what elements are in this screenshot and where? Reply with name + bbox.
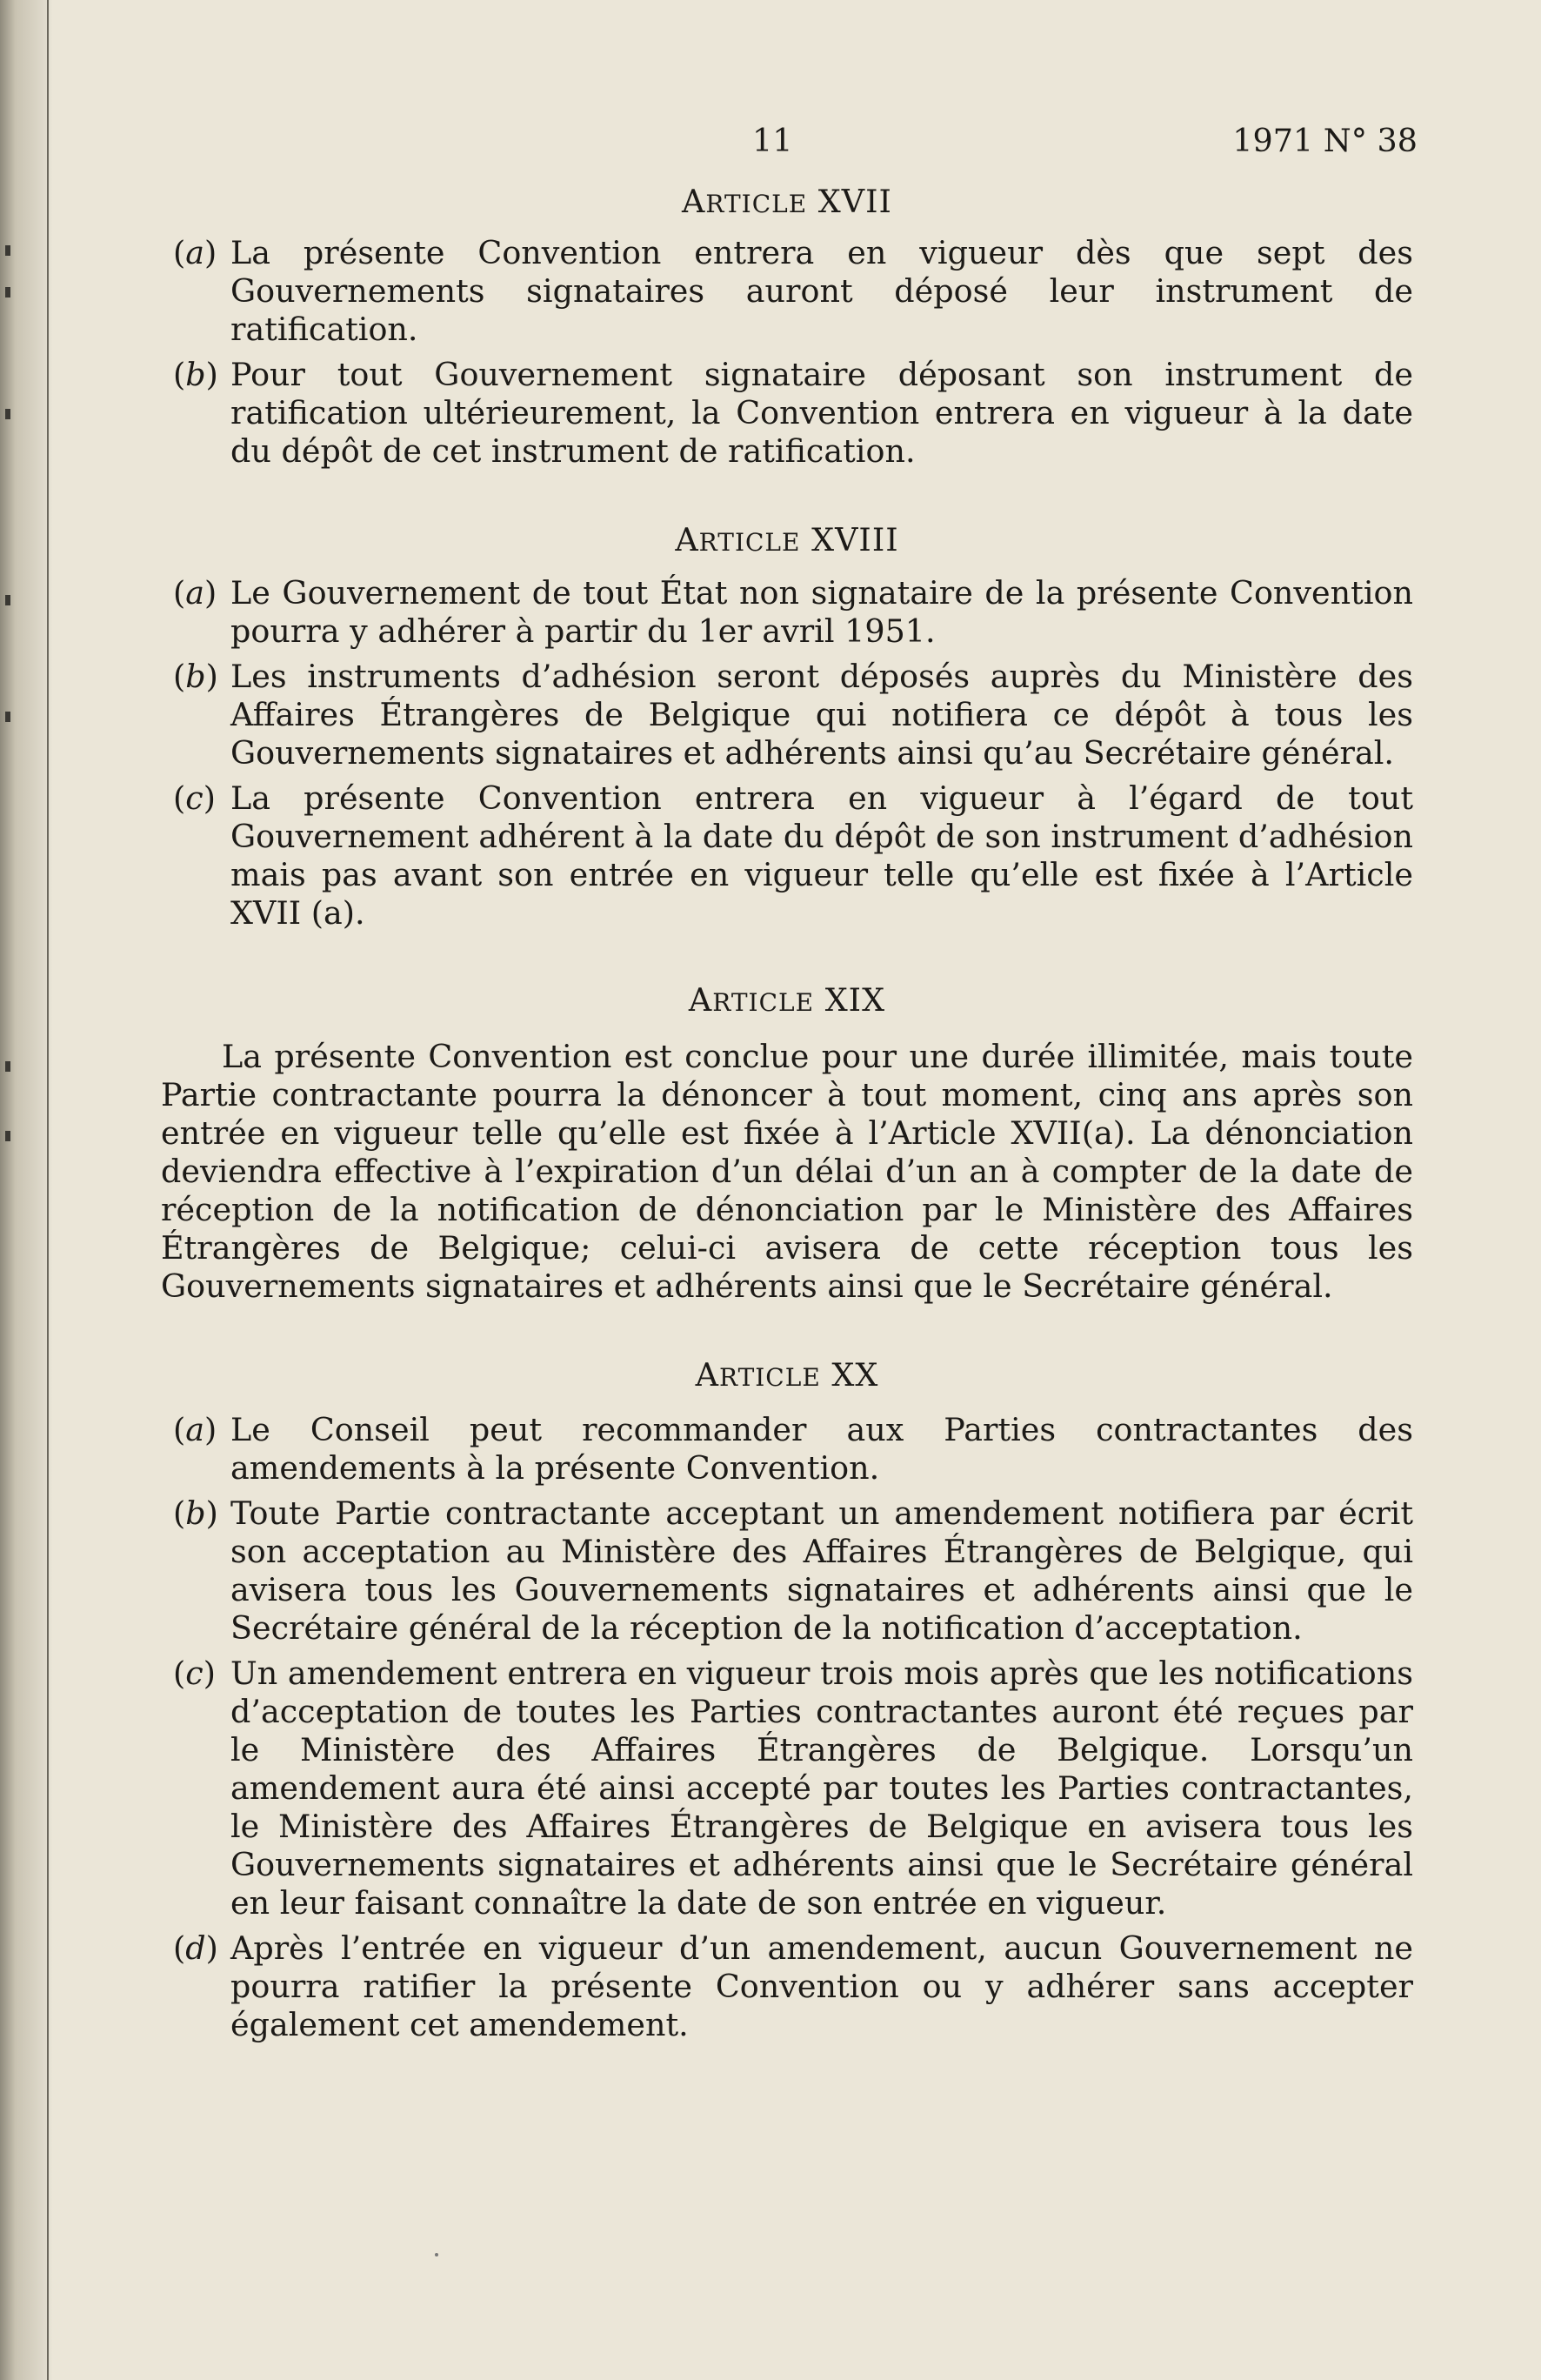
list-item: (b) Les instruments d’adhésion seront déposés auprès du Ministère des Affaires Étrangères de Belgique qui notifiera ce dépôt à tous les Gouvernements signataires et adhérents ainsi qu’au Secrétaire général. xyxy=(173,658,1413,772)
binding-edge xyxy=(47,0,49,2380)
page-header xyxy=(161,122,1418,174)
item-text: Le Conseil peut recommander aux Parties contractantes des amendements à la présente Convention. xyxy=(230,1411,1413,1487)
gutter-mark xyxy=(5,712,10,722)
item-text: Un amendement entrera en vigueur trois mois après que les notifications d’acceptation de toutes les Parties contractantes auront été reçues par le Ministère des Affaires Étrangères de Belgique. Lorsqu’un amendement aura été ainsi accepté par toutes les Parties contractantes, le Ministère des Affaires Étrangères de Belgique en avisera tous les Gouvernements signataires et adhérents ainsi que le Secrétaire général en leur faisant connaître la date de son entrée en vigueur. xyxy=(230,1655,1413,1922)
item-text: La présente Convention entrera en vigueur à l’égard de tout Gouvernement adhérent à la date du dépôt de son instrument d’adhésion mais pas avant son entrée en vigueur telle qu’elle est fixée à l’Article XVII (a). xyxy=(230,779,1413,932)
list-item: (b) Toute Partie contractante acceptant un amendement notifiera par écrit son acceptation au Ministère des Affaires Étrangères de Belgique, qui avisera tous les Gouvernements signataires et adhérents ainsi que le Secrétaire général de la réception de la notification d’acceptation. xyxy=(173,1494,1413,1647)
gutter-mark xyxy=(5,409,10,419)
item-text: Les instruments d’adhésion seront déposés auprès du Ministère des Affaires Étrangères de Belgique qui notifiera ce dépôt à tous les Gouvernements signataires et adhérents ainsi qu’au Secrétaire général. xyxy=(230,658,1413,772)
gutter-mark xyxy=(5,287,10,298)
item-text: Toute Partie contractante acceptant un amendement notifiera par écrit son acceptation au Ministère des Affaires Étrangères de Belgique, qui avisera tous les Gouvernements signataires et adhérents ainsi que le Secrétaire général de la réception de la notification d’acceptation. xyxy=(230,1494,1413,1647)
page-number: 11 xyxy=(752,122,793,159)
article-body xyxy=(161,234,1413,471)
article-paragraph: La présente Convention est conclue pour une durée illimitée, mais toute Partie contractante pourra la dénoncer à tout moment, cinq ans après son entrée en vigueur telle qu’elle est fixée à l’Article XVII(a). La dénonciation deviendra effective à l’expiration d’un délai d’un an à compter de la date de réception de la notification de dénonciation par le Ministère des Affaires Étrangères de Belgique; celui-ci avisera de cette réception tous les Gouvernements signataires et adhérents ainsi que le Secrétaire général. xyxy=(161,1038,1413,1305)
list-item: (c) Un amendement entrera en vigueur trois mois après que les notifications d’acceptation de toutes les Parties contractantes auront été reçues par le Ministère des Affaires Étrangères de Belgique. Lorsqu’un amendement aura été ainsi accepté par toutes les Parties contractantes, le Ministère des Affaires Étrangères de Belgique en avisera tous les Gouvernements signataires et adhérents ainsi que le Secrétaire général en leur faisant connaître la date de son entrée en vigueur. xyxy=(173,1655,1413,1922)
list-item: (d) Après l’entrée en vigueur d’un amendement, aucun Gouvernement ne pourra ratifier la présente Convention ou y adhérer sans accepter également cet amendement. xyxy=(173,1929,1413,2043)
article-title: ARTICLE XIX xyxy=(688,981,886,1019)
gutter-mark xyxy=(5,595,10,605)
article-title: ARTICLE XVII xyxy=(682,183,892,220)
item-text: La présente Convention entrera en vigueur dès que sept des Gouvernements signataires auront déposé leur instrument de ratification. xyxy=(230,234,1413,348)
document-page xyxy=(161,122,1418,2051)
article-title: ARTICLE XVIII xyxy=(675,521,899,558)
list-item: (a) La présente Convention entrera en vigueur dès que sept des Gouvernements signataires auront déposé leur instrument de ratification. xyxy=(173,234,1413,348)
issue-reference: 1971 N° 38 xyxy=(1232,122,1418,159)
list-item: (b) Pour tout Gouvernement signataire déposant son instrument de ratification ultérieurement, la Convention entrera en vigueur à la date du dépôt de cet instrument de ratification. xyxy=(173,356,1413,470)
list-item: (c) La présente Convention entrera en vigueur à l’égard de tout Gouvernement adhérent à la date du dépôt de son instrument d’adhésion mais pas avant son entrée en vigueur telle qu’elle est fixée à l’Article XVII (a). xyxy=(173,779,1413,932)
gutter-mark xyxy=(5,1061,10,1072)
gutter-mark xyxy=(5,1131,10,1141)
item-text: Pour tout Gouvernement signataire déposant son instrument de ratification ultérieurement, la Convention entrera en vigueur à la date du dépôt de cet instrument de ratification. xyxy=(230,356,1413,470)
gutter-mark xyxy=(5,245,10,256)
item-text: Le Gouvernement de tout État non signataire de la présente Convention pourra y adhérer à partir du 1er avril 1951. xyxy=(230,574,1413,650)
article-title: ARTICLE XX xyxy=(695,1356,879,1394)
item-text: Après l’entrée en vigueur d’un amendement, aucun Gouvernement ne pourra ratifier la présente Convention ou y adhérer sans accepter également cet amendement. xyxy=(230,1929,1413,2043)
speck xyxy=(435,2253,438,2256)
list-item: (a) Le Gouvernement de tout État non signataire de la présente Convention pourra y adhérer à partir du 1er avril 1951. xyxy=(173,574,1413,650)
page-gutter xyxy=(0,0,52,2380)
list-item: (a) Le Conseil peut recommander aux Parties contractantes des amendements à la présente Convention. xyxy=(173,1411,1413,1487)
article-body xyxy=(161,1411,1413,2044)
article-body xyxy=(161,574,1413,933)
